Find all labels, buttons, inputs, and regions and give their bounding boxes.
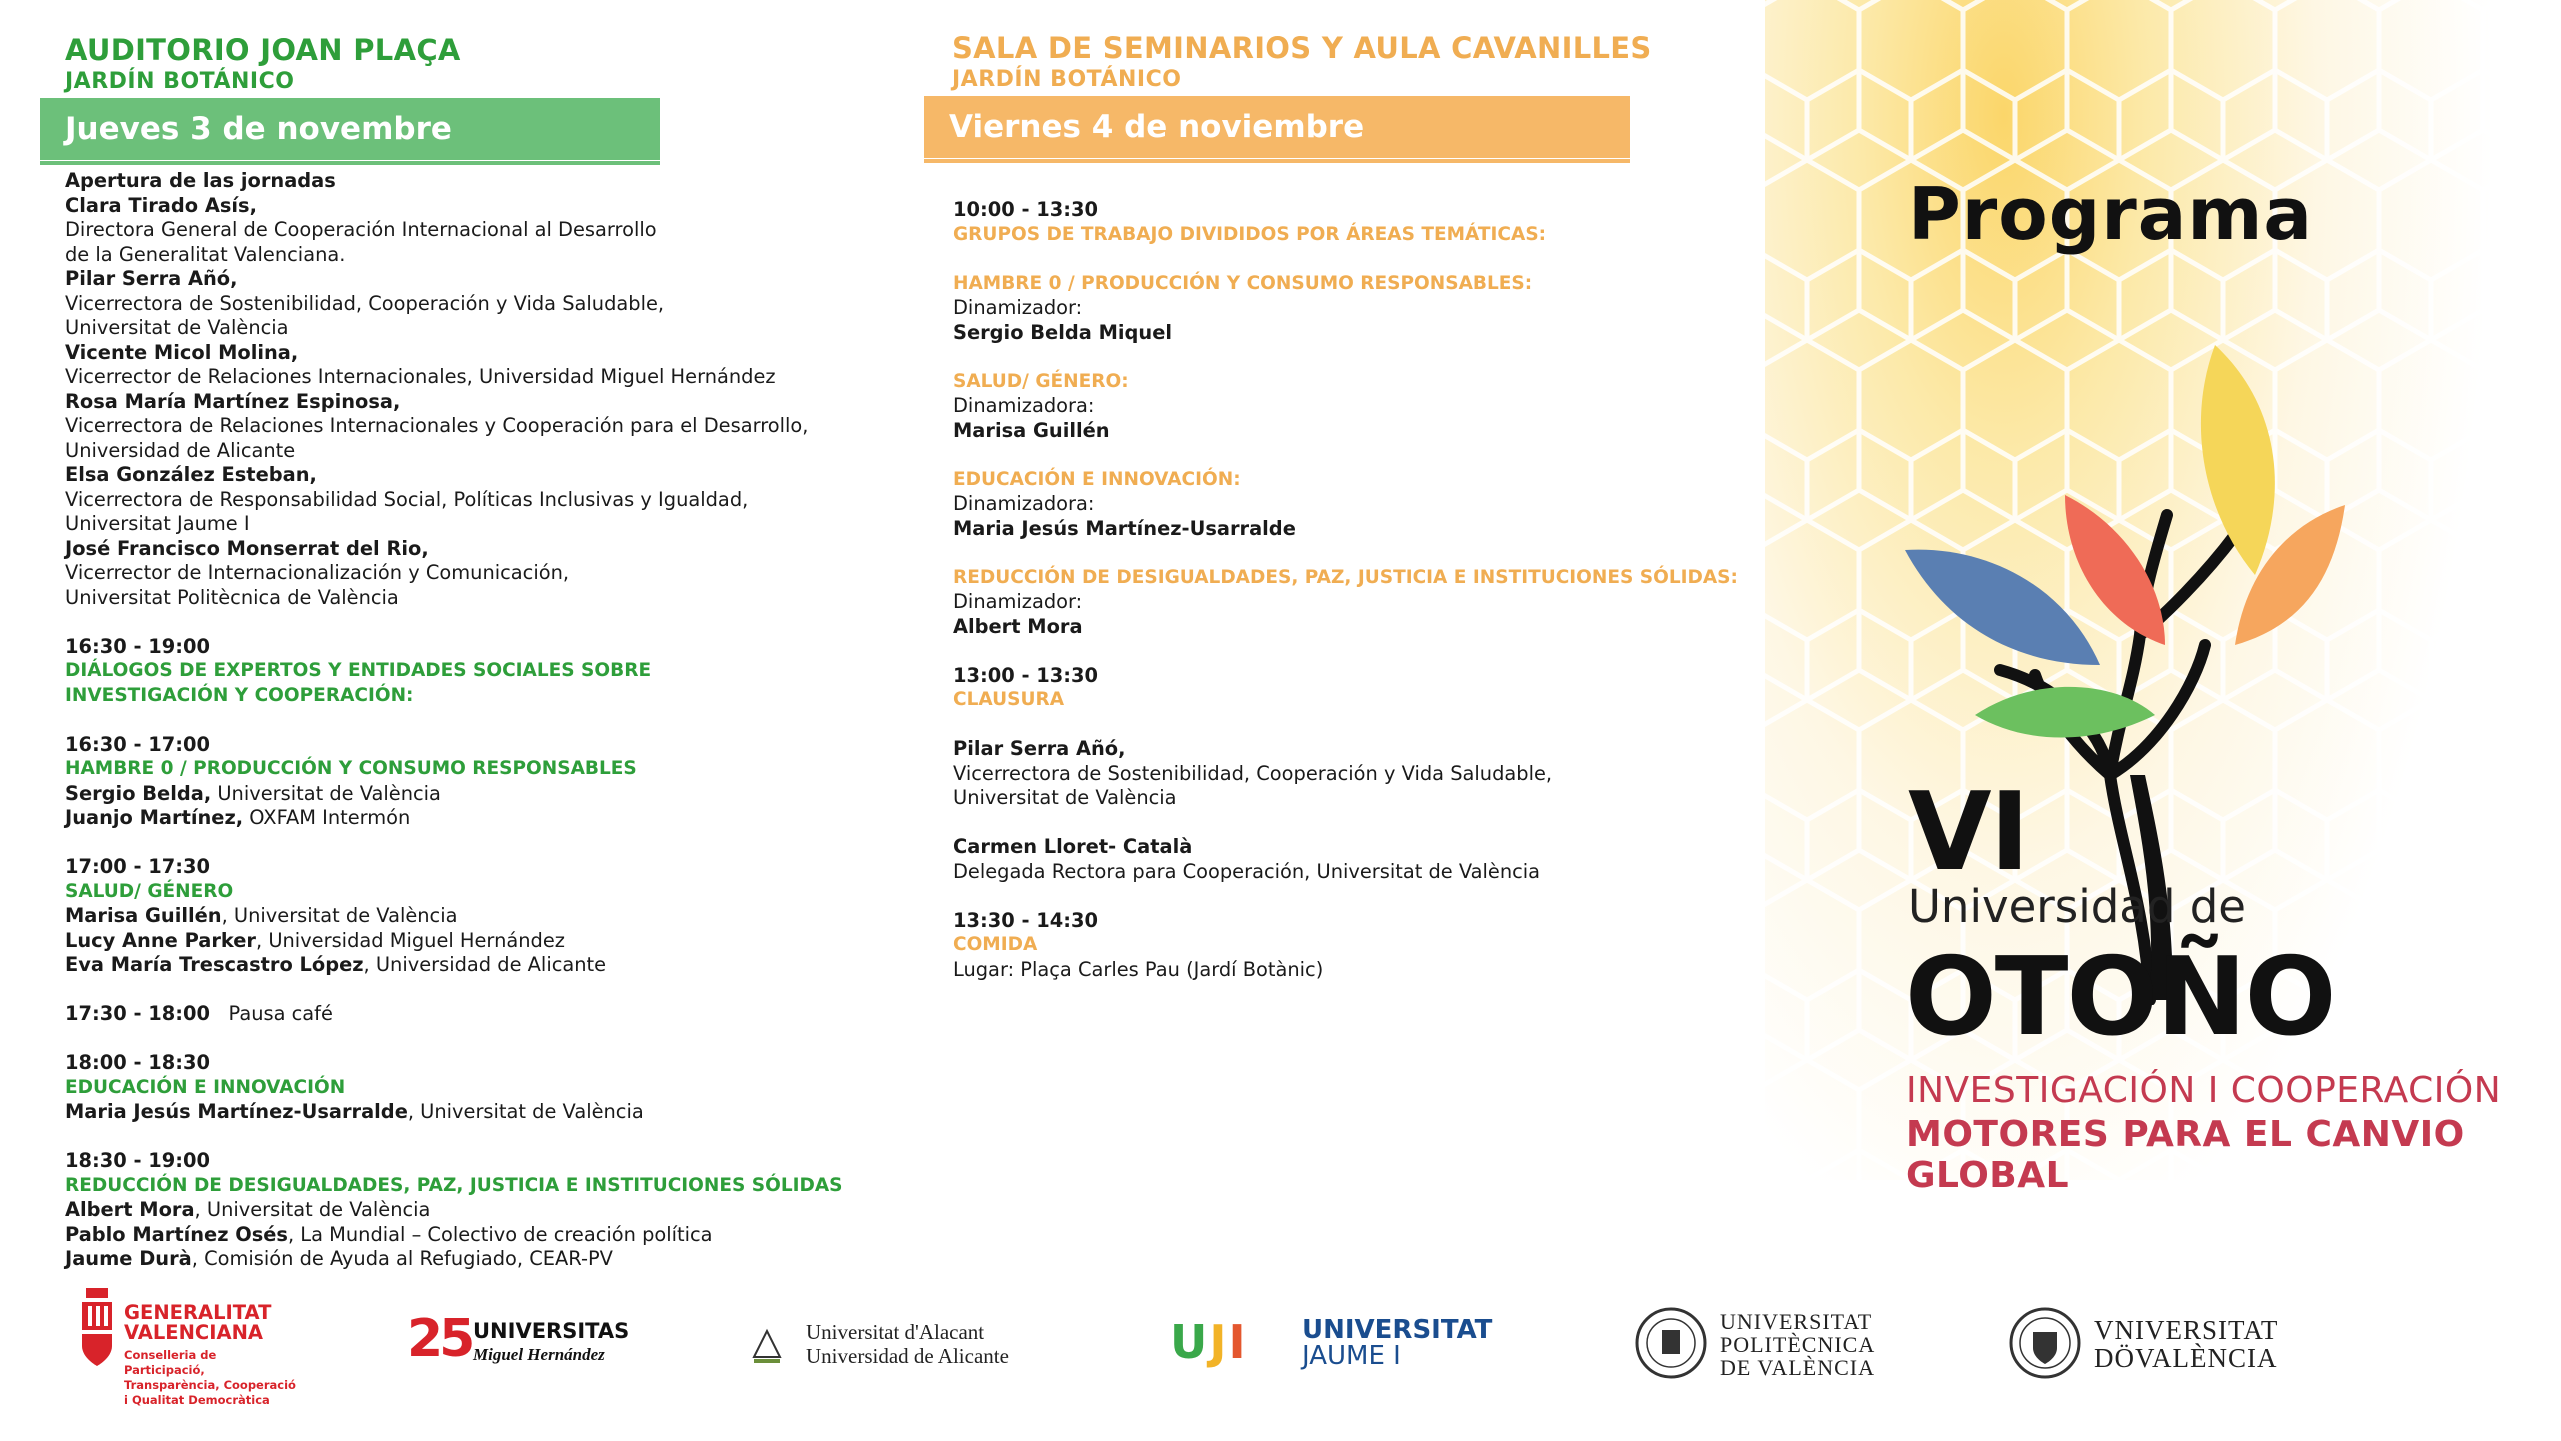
opening-title: Apertura de las jornadas <box>65 169 336 192</box>
upv-seal-icon <box>1634 1306 1708 1380</box>
speaker-line: Marisa Guillén, Universitat de València <box>65 904 458 927</box>
upv-logo <box>1634 1306 1894 1386</box>
speaker-role: Directora General de Cooperación Internacional al Desarrollo <box>65 218 657 241</box>
gva-line1: GENERALITAT <box>124 1301 272 1324</box>
speaker-name: Pilar Serra Añó, <box>953 737 1126 760</box>
middle-schedule <box>953 198 1753 1007</box>
session-title: SALUD/ GÉNERO: <box>953 370 1129 392</box>
speaker-role: Universitat Jaume I <box>65 512 250 535</box>
tagline-line2: MOTORES PARA EL CANVIO GLOBAL <box>1906 1114 2465 1196</box>
session-title: REDUCCIÓN DE DESIGUALDADES, PAZ, JUSTICIA E INSTITUCIONES SÓLIDAS <box>65 1174 843 1196</box>
speaker-role: Vicerrector de Internacionalización y Comunicación, <box>65 561 570 584</box>
speaker-name: Marisa Guillén <box>953 418 1110 442</box>
session-block <box>953 370 1753 444</box>
edition-number: VI <box>1908 770 2028 895</box>
session-block <box>953 198 1753 247</box>
session-title: COMIDA <box>953 934 1038 955</box>
session-block <box>65 635 865 709</box>
speaker-role: Vicerrectora de Relaciones Internacionales y Cooperación para el Desarrollo, <box>65 414 809 437</box>
middle-venue-subtitle: JARDÍN BOTÁNICO <box>952 67 1182 92</box>
session-time: 17:00 - 17:30 <box>65 855 210 878</box>
gva-sub2: Transparència, Cooperació <box>124 1378 296 1392</box>
speaker-name: Clara Tirado Asís, <box>65 193 257 217</box>
gva-logo <box>80 1288 300 1407</box>
left-venue-title: AUDITORIO JOAN PLAÇA <box>65 33 461 67</box>
location-line: Lugar: Plaça Carles Pau (Jardí Botànic) <box>953 957 1324 981</box>
speaker-block <box>953 835 1753 884</box>
session-block <box>65 733 865 831</box>
left-venue-subtitle: JARDÍN BOTÁNICO <box>65 69 295 94</box>
uji-line2: JAUME I <box>1302 1341 1401 1371</box>
speaker-line: Pablo Martínez Osés, La Mundial – Colectivo de creación política <box>65 1222 713 1246</box>
speaker-role: de la Generalitat Valenciana. <box>65 242 346 266</box>
role-label: Dinamizadora: <box>953 492 1095 515</box>
session-block <box>953 272 1753 346</box>
speaker-block <box>953 737 1753 811</box>
speaker-name: Elsa González Esteban, <box>65 463 317 486</box>
speaker-line: Jaume Durà, Comisión de Ayuda al Refugiado, CEAR-PV <box>65 1247 613 1270</box>
speaker-role: Vicerrectora de Responsabilidad Social, Políticas Inclusivas y Igualdad, <box>65 487 749 511</box>
role-label: Dinamizadora: <box>953 394 1095 417</box>
session-block <box>65 1051 865 1125</box>
umh-line2: Miguel Hernández <box>473 1345 605 1364</box>
session-time: 16:30 - 17:00 <box>65 732 210 756</box>
speaker-line: Maria Jesús Martínez-Usarralde, Universitat de València <box>65 1100 644 1123</box>
speaker-name: Vicente Micol Molina, <box>65 340 299 364</box>
ua-line2: Universidad de Alicante <box>806 1344 1009 1368</box>
universidad-de-text: Universidad de <box>1908 880 2246 933</box>
session-block <box>65 855 865 978</box>
session-time: 18:00 - 18:30 <box>65 1051 210 1074</box>
upv-line3: DE VALÈNCIA <box>1720 1355 1876 1380</box>
gva-emblem-icon <box>82 1288 122 1368</box>
session-title: HAMBRE 0 / PRODUCCIÓN Y CONSUMO RESPONSABLES <box>65 758 637 779</box>
ua-line1: Universitat d'Alacant <box>806 1320 985 1344</box>
programa-title: Programa <box>1908 172 2313 256</box>
speaker-name: Pilar Serra Añó, <box>65 267 238 290</box>
session-title: EDUCACIÓN E INNOVACIÓN: <box>953 468 1241 490</box>
session-title: CLAUSURA <box>953 689 1065 710</box>
speaker-line: Lucy Anne Parker, Universidad Miguel Hernández <box>65 928 565 952</box>
session-title: SALUD/ GÉNERO <box>65 880 234 902</box>
speaker-name: Carmen Lloret- Català <box>953 835 1193 858</box>
session-title: REDUCCIÓN DE DESIGUALDADES, PAZ, JUSTICIA E INSTITUCIONES SÓLIDAS: <box>953 566 1738 588</box>
speaker-role: Delegada Rectora para Cooperación, Universitat de València <box>953 859 1541 883</box>
speaker-line: Sergio Belda, Universitat de València <box>65 781 441 805</box>
uv-line1: VNIVERSITAT <box>2094 1315 2279 1345</box>
session-block <box>65 1002 865 1027</box>
speaker-name: Maria Jesús Martínez-Usarralde <box>953 516 1296 540</box>
yellow-leaf <box>2201 345 2275 575</box>
ua-logo <box>752 1317 1032 1372</box>
left-venue-header <box>65 33 461 94</box>
speaker-name: Rosa María Martínez Espinosa, <box>65 389 401 413</box>
session-title: EDUCACIÓN E INNOVACIÓN <box>65 1076 346 1098</box>
session-time: 16:30 - 19:00 <box>65 634 210 658</box>
session-title: GRUPOS DE TRABAJO DIVIDIDOS POR ÁREAS TEMÁTICAS: <box>953 223 1547 245</box>
uv-logo <box>2008 1306 2308 1386</box>
speaker-role: Universitat Politècnica de València <box>65 585 399 609</box>
role-label: Dinamizador: <box>953 590 1083 613</box>
speaker-role: Vicerrectora de Sostenibilidad, Cooperación y Vida Saludable, <box>953 761 1553 785</box>
middle-day-bar: Viernes 4 de noviembre <box>924 96 1630 158</box>
middle-venue-header <box>952 31 1652 92</box>
tagline-line1: INVESTIGACIÓN I COOPERACIÓN <box>1906 1070 2502 1111</box>
gva-sub3: i Qualitat Democràtica <box>124 1393 270 1407</box>
speaker-role: Universitat de València <box>65 316 289 339</box>
role-label: Dinamizador: <box>953 296 1083 319</box>
uji-line1: UNIVERSITAT <box>1302 1315 1493 1345</box>
uji-logo <box>1170 1315 1493 1375</box>
left-day-bar: Jueves 3 de novembre <box>40 98 660 160</box>
speaker-name: Albert Mora <box>953 614 1083 638</box>
opening-block <box>65 169 865 610</box>
uji-mark: UJI <box>1170 1315 1248 1369</box>
umh-25-mark: 25 <box>407 1309 472 1369</box>
gva-sub1: Conselleria de Participació, <box>124 1348 217 1377</box>
left-day-underline <box>40 161 660 165</box>
session-block <box>953 468 1753 542</box>
upv-line2: POLITÈCNICA <box>1720 1332 1876 1357</box>
otono-title: OTOÑO <box>1905 935 2335 1060</box>
session-block <box>953 909 1753 983</box>
left-schedule <box>65 169 865 1296</box>
session-break: 17:30 - 18:00 Pausa café <box>65 1002 333 1025</box>
session-time: 10:00 - 13:30 <box>953 198 1098 221</box>
session-title: HAMBRE 0 / PRODUCCIÓN Y CONSUMO RESPONSABLES: <box>953 272 1533 294</box>
session-time: 13:00 - 13:30 <box>953 663 1098 687</box>
middle-day-underline <box>924 159 1630 163</box>
speaker-role: Vicerrectora de Sostenibilidad, Cooperación y Vida Saludable, <box>65 291 665 315</box>
middle-venue-title: SALA DE SEMINARIOS Y AULA CAVANILLES <box>952 31 1652 65</box>
speaker-role: Universidad de Alicante <box>65 438 296 462</box>
speaker-line: Juanjo Martínez, OXFAM Intermón <box>65 806 411 829</box>
session-title: INVESTIGACIÓN Y COOPERACIÓN: <box>65 684 414 706</box>
speaker-line: Eva María Trescastro López, Universidad de Alicante <box>65 953 607 976</box>
uv-seal-icon <box>2008 1306 2082 1380</box>
speaker-line: Albert Mora, Universitat de València <box>65 1198 431 1221</box>
session-block <box>65 1149 865 1272</box>
speaker-name: Sergio Belda Miquel <box>953 320 1172 344</box>
umh-line1: UNIVERSITAS <box>473 1319 630 1343</box>
session-block <box>953 566 1753 640</box>
speaker-role: Vicerrector de Relaciones Internacionales, Universidad Miguel Hernández <box>65 365 776 388</box>
upv-line1: UNIVERSITAT <box>1720 1309 1873 1334</box>
session-time: 13:30 - 14:30 <box>953 908 1098 932</box>
uv-line2: DÖVALÈNCIA <box>2094 1343 2278 1373</box>
gva-line2: VALENCIANA <box>124 1321 263 1344</box>
speaker-role: Universitat de València <box>953 786 1177 809</box>
speaker-name: José Francisco Monserrat del Rio, <box>65 536 429 560</box>
blue-leaf <box>1905 550 2100 665</box>
session-time: 18:30 - 19:00 <box>65 1149 210 1172</box>
session-title: DIÁLOGOS DE EXPERTOS Y ENTIDADES SOCIALES SOBRE <box>65 660 652 681</box>
umh-logo <box>407 1309 637 1373</box>
session-block <box>953 664 1753 713</box>
ua-emblem-icon <box>752 1327 782 1367</box>
